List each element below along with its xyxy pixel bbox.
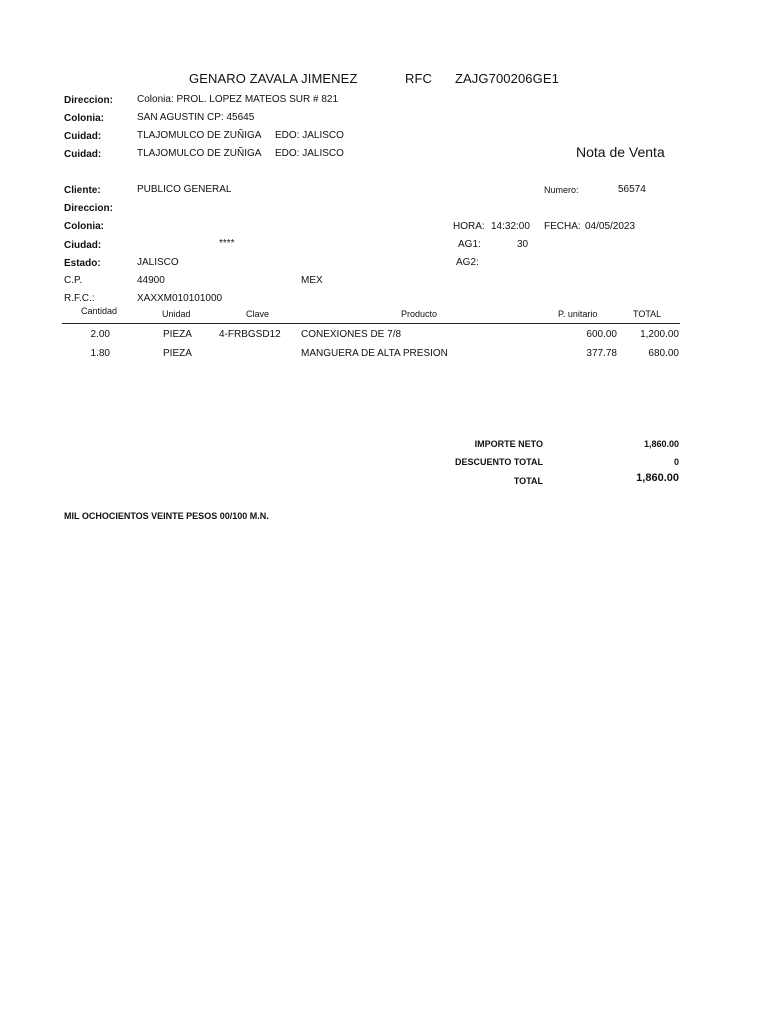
totals-descuento-label: DESCUENTO TOTAL xyxy=(454,457,543,467)
cell-cantidad: 2.00 xyxy=(90,329,110,340)
issuer-label-ciudad-2: Cuidad: xyxy=(64,149,102,160)
totals-total-label: TOTAL xyxy=(513,476,543,486)
client-label-rfc: R.F.C.: xyxy=(64,293,95,304)
meta-ag1: 30 xyxy=(517,239,529,250)
meta-label-numero: Numero: xyxy=(544,185,579,195)
th-unidad: Unidad xyxy=(162,309,191,319)
meta-hora: 14:32:00 xyxy=(491,221,530,232)
issuer-ciudad-1: TLAJOMULCO DE ZUÑIGA xyxy=(137,130,262,141)
totals-importe-label: IMPORTE NETO xyxy=(474,439,543,449)
client-label-cp: C.P. xyxy=(64,275,83,286)
client-cliente: PUBLICO GENERAL xyxy=(137,184,232,195)
issuer-rfc-label: RFC xyxy=(405,71,433,86)
meta-label-fecha: FECHA: xyxy=(544,221,581,232)
issuer-colonia: SAN AGUSTIN CP: 45645 xyxy=(137,112,255,123)
cell-total: 1,200.00 xyxy=(640,329,679,340)
issuer-estado-1: EDO: JALISCO xyxy=(275,130,344,141)
issuer-estado-2: EDO: JALISCO xyxy=(275,148,344,159)
issuer-label-direccion: Direccion: xyxy=(64,95,113,106)
client-label-direccion: Direccion: xyxy=(64,203,113,214)
cell-unitario: 600.00 xyxy=(586,329,617,340)
cell-total: 680.00 xyxy=(648,348,679,359)
totals-importe: 1,860.00 xyxy=(643,439,679,449)
issuer-ciudad-2: TLAJOMULCO DE ZUÑIGA xyxy=(137,148,262,159)
client-estado: JALISCO xyxy=(137,257,179,268)
client-label-ciudad: Ciudad: xyxy=(64,240,102,251)
issuer-label-colonia: Colonia: xyxy=(64,113,104,124)
cell-unitario: 377.78 xyxy=(586,348,617,359)
th-cantidad: Cantidad xyxy=(81,306,118,316)
issuer-direccion: Colonia: PROL. LOPEZ MATEOS SUR # 821 xyxy=(137,94,339,105)
doc-title: Nota de Venta xyxy=(576,144,665,160)
totals-descuento: 0 xyxy=(673,457,679,467)
table-header-divider xyxy=(62,323,680,324)
client-cp: 44900 xyxy=(137,275,165,286)
cell-cantidad: 1.80 xyxy=(90,348,110,359)
cell-unidad: PIEZA xyxy=(163,329,192,340)
meta-numero: 56574 xyxy=(618,184,646,195)
meta-label-ag1: AG1: xyxy=(458,239,481,250)
totals-total: 1,860.00 xyxy=(636,472,679,484)
amount-in-words: MIL OCHOCIENTOS VEINTE PESOS 00/100 M.N. xyxy=(64,511,269,521)
client-label-cliente: Cliente: xyxy=(64,185,101,196)
th-producto: Producto xyxy=(401,309,438,319)
issuer-rfc: ZAJG700206GE1 xyxy=(455,71,559,86)
cell-producto: CONEXIONES DE 7/8 xyxy=(301,329,402,340)
cell-unidad: PIEZA xyxy=(163,348,192,359)
th-unitario: P. unitario xyxy=(558,309,598,319)
meta-label-ag2: AG2: xyxy=(456,257,479,268)
issuer-label-ciudad-1: Cuidad: xyxy=(64,131,102,142)
issuer-name: GENARO ZAVALA JIMENEZ xyxy=(189,71,358,86)
client-ciudad-extra: **** xyxy=(219,238,235,249)
meta-fecha: 04/05/2023 xyxy=(585,221,636,232)
client-label-colonia: Colonia: xyxy=(64,221,104,232)
client-label-estado: Estado: xyxy=(64,258,101,269)
client-pais: MEX xyxy=(301,275,323,286)
th-clave: Clave xyxy=(246,309,270,319)
th-total: TOTAL xyxy=(633,309,662,319)
cell-producto: MANGUERA DE ALTA PRESION xyxy=(301,348,448,359)
meta-label-hora: HORA: xyxy=(453,221,485,232)
cell-clave: 4-FRBGSD12 xyxy=(219,329,281,340)
client-rfc: XAXXM010101000 xyxy=(137,293,223,304)
